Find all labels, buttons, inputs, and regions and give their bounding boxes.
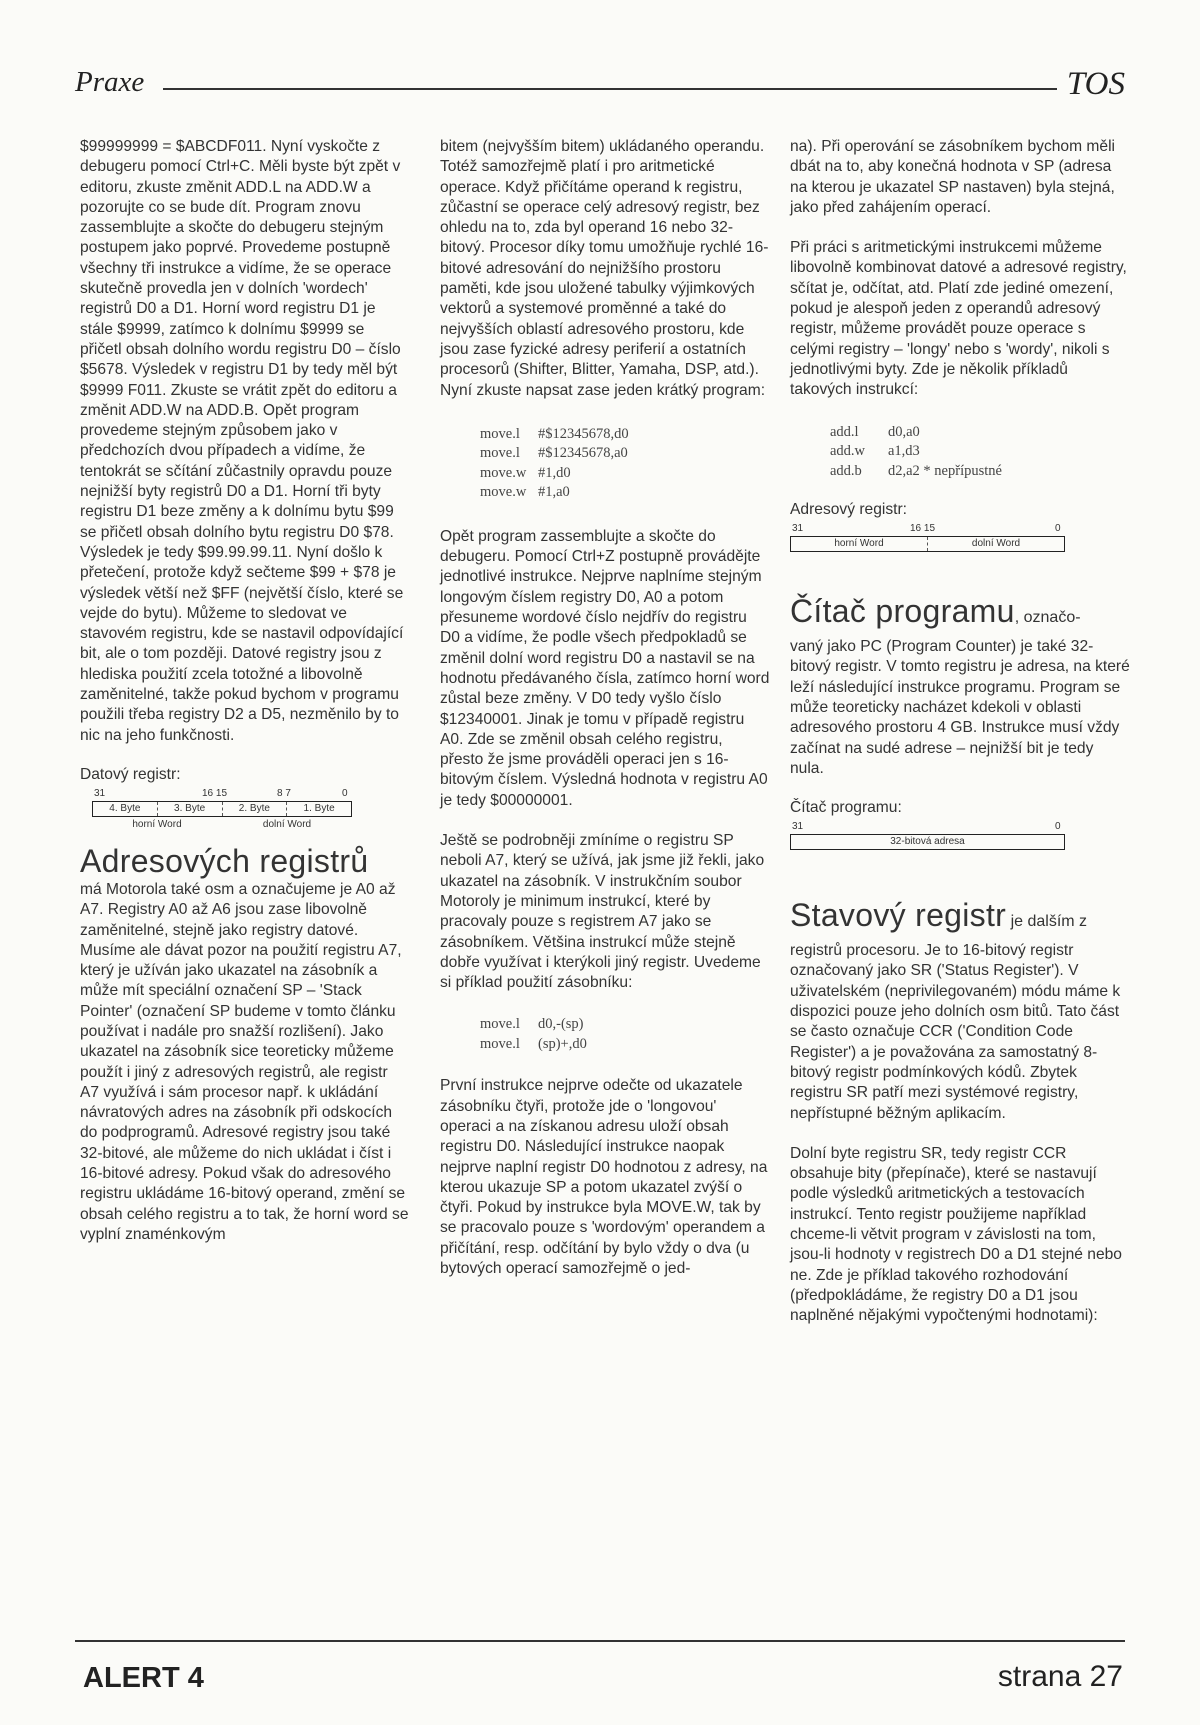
bit-label: 8 7 xyxy=(277,787,291,799)
word-cell: horní Word xyxy=(791,537,928,551)
register-box xyxy=(790,834,1065,850)
code-line xyxy=(830,462,1130,482)
code-mnemonic: move.l xyxy=(480,445,520,462)
figure-title: Adresový registr: xyxy=(790,501,907,519)
code-listing xyxy=(480,425,770,503)
paragraph: registrů procesoru. Je to 16-bitový registr označovaný jako SR ('Status Register'). V uživatelském (neprivilegovaném) módu máme k dispozici pouze jeho dolních osm bitů. Tato část se často označuje CCR ('Condition Code Register') a je považována za samostatný 8-bitový registr podmínkových kódů. Zbytek registru SR patří mezi systémové registry, nepřístupné běžným aplikacím. xyxy=(790,942,1121,1122)
section-heading xyxy=(790,896,1130,941)
paragraph: $99999999 = $ABCDF011. Nyní vyskočte z debugeru pomocí Ctrl+C. Měli byste být zpět v editoru, zkuste změnit ADD.L na ADD.W a pozorujte co se bude dít. Program znovu zassemblujte a skočte do debugeru stejným postupem jako poprvé. Provedeme postupně všechny tři instrukce a vidíme, že se operace skutečně provedla jen v dolních 'wordech' registrů D0 a D1. Horní word registru D1 je stále $9999, zatímco k dolnímu $9999 se přičetl obsah dolního wordu registru D0 – číslo $5678. Výsledek v registru D1 by tedy měl být $9999 F011. Zkuste se vrátit zpět do editoru a změnit ADD.W na ADD.B. Opět program provedeme stejným způsobem jako v předchozích dvou případech a vidíme, že tentokrát se sčítání zůčastnily opravdu pouze nejnižší byty registrů D0 a D1. Horní tři byty registru D1 beze změny a k dolnímu bytu $99 se přičetl obsah dolního bytu registru D0 $78. Výsledek je tedy $99.99.99.11. Nyní došlo k přetečení, protože když sečteme $99 + $78 je výsledek větší než $FF (největší číslo, které se vejde do bytu). Můžeme to sledovat ve stavovém registru, kde se nastavil odpovídající bit, ale o tom později. Datové registry jsou z hlediska použití zcela totožné a libovolně zaměnitelné, takže pokud bychom v programu použili třeba registry D2 a D5, nezměnilo by to nic na jeho funkčnosti. xyxy=(80,138,404,744)
bit-label: 0 xyxy=(1055,821,1061,833)
code-line xyxy=(480,464,770,484)
code-mnemonic: move.w xyxy=(480,464,527,481)
header-rule xyxy=(163,88,1057,90)
code-mnemonic: add.w xyxy=(830,443,866,460)
code-operands: d0,a0 xyxy=(888,423,920,440)
word-label: dolní Word xyxy=(262,818,312,830)
page-header xyxy=(75,66,1125,106)
byte-cell: 3. Byte xyxy=(158,802,223,816)
section-heading xyxy=(790,592,1130,637)
code-line xyxy=(830,442,1130,462)
word-label: horní Word xyxy=(132,818,182,830)
code-line xyxy=(480,1035,770,1055)
column-1 xyxy=(80,137,410,1245)
paragraph: Ještě se podrobněji zmíníme o registru SP neboli A7, který se užívá, jak jsme již řekli, jako ukazatel na zásobník. V instrukčním soubor Motoroly je minimum instrukcí, které by pracovaly pouze s registrem A7 jako se zásobníkem. Většina instrukcí může stejně dobře využívat i kterýkoli jiný registr. Uvedeme si příklad použití zásobníku: xyxy=(440,832,765,992)
program-counter-diagram xyxy=(790,821,1065,850)
code-operands: #$12345678,d0 xyxy=(538,425,629,442)
page-footer xyxy=(75,1640,1125,1694)
topic-title: TOS xyxy=(1066,66,1125,102)
code-operands: a1,d3 xyxy=(888,443,920,460)
heading-text: Stavový registr xyxy=(790,897,1007,934)
data-register-diagram xyxy=(92,788,352,830)
bit-numbers xyxy=(92,788,352,801)
byte-cell: 2. Byte xyxy=(223,802,288,816)
bit-label: 16 15 xyxy=(202,787,228,799)
bit-label: 31 xyxy=(792,821,804,833)
address-cell: 32-bitová adresa xyxy=(890,836,965,848)
section-title: Praxe xyxy=(75,66,145,98)
column-2 xyxy=(440,137,770,1279)
column-3 xyxy=(790,137,1130,1326)
code-mnemonic: move.l xyxy=(480,1035,520,1052)
byte-cell: 4. Byte xyxy=(93,802,158,816)
paragraph: První instrukce nejprve odečte od ukazatele zásobníku čtyři, protože jde o 'longovou' operaci a na získanou adresu uloží obsah registru D0. Následující instrukce naopak nejprve naplní registr D0 hodnotou z adresy, na kterou ukazuje SP a potom ukazatel zvýší o čtyři. Pokud by instrukce byla MOVE.W, tak by se pracovalo pouze s 'wordovým' operandem a přičítání, resp. odčítání by bylo vždy o dva (u bytových operací samozřejmě o jed- xyxy=(440,1077,768,1278)
code-mnemonic: move.w xyxy=(480,484,527,501)
code-mnemonic: add.b xyxy=(830,462,862,479)
code-mnemonic: add.l xyxy=(830,423,859,440)
bit-label: 0 xyxy=(1055,523,1061,535)
bit-label: 31 xyxy=(94,787,106,799)
paragraph: má Motorola také osm a označujeme je A0 až A7. Registry A0 až A6 jsou zase libovolně zaměnitelné, stejně jako registry datové. Musíme ale dávat pozor na použití registru A7, který je užíván jako ukazatel na zásobník a může mít speciální označení SP – 'Stack Pointer' (označení SP budeme v tomto článku používat i nadále pro snažší rozlišení). Jako ukazatel na zásobník sice teoreticky můžeme použít i jiný z adresových registrů, ale registr A7 využívá i sám procesor např. k ukládání návratových adres na zásobník při odskocích do podprogramů. Adresové registry jsou také 32-bitové, ale můžeme do nich ukládat i číst i 16-bitové adresy. Pokud však do adresového registru ukládáme 16-bitový operand, změní se obsah celého registru a to tak, že horní word se vyplní znaménkovým xyxy=(80,880,409,1243)
code-listing xyxy=(480,1015,770,1054)
code-line xyxy=(480,483,770,503)
code-operands: (sp)+,d0 xyxy=(538,1035,587,1052)
code-operands: d0,-(sp) xyxy=(538,1016,584,1033)
heading-suffix: je dalším z xyxy=(1006,913,1088,931)
heading-text: Čítač programu xyxy=(790,593,1015,630)
footer-rule xyxy=(75,1640,1125,1642)
code-operands: #$12345678,a0 xyxy=(538,445,628,462)
bit-numbers xyxy=(790,821,1065,834)
code-line xyxy=(480,425,770,445)
bit-numbers xyxy=(790,523,1065,536)
paragraph: vaný jako PC (Program Counter) je také 32-bitový registr. V tomto registru je adresa, na které leží následující instrukce programu. Program se může teoreticky nacházet kdekoli v oblasti adresového prostoru 4 GB. Instrukce musí vždy začínat na sudé adrese – nejnižší bit je tedy nula. xyxy=(790,638,1130,777)
code-operands: #1,a0 xyxy=(538,484,570,501)
register-box xyxy=(790,536,1065,552)
byte-cell: 1. Byte xyxy=(303,802,335,814)
paragraph: Při práci s aritmetickými instrukcemi můžeme libovolně kombinovat datové a adresové registry, sčítat je, odčítat, atd. Platí zde jediné omezení, pokud je alespoň jeden z operandů adresový registr, můžeme provádět pouze operace s celými registry – 'longy' nebo s 'wordy', nikoli s jednotlivými byty. Zde je několik příkladů takových instrukcí: xyxy=(790,239,1127,399)
figure-title: Čítač programu: xyxy=(790,799,902,817)
code-listing xyxy=(830,423,1130,482)
figure-title: Datový registr: xyxy=(80,765,181,783)
paragraph: Dolní byte registru SR, tedy registr CCR obsahuje bity (přepínače), které se nastavují podle výsledků aritmetických a testovacích instrukcí. Tento registr použijeme například chceme-li větvit program v závislosti na tom, jsou-li hodnoty v registrech D0 a D1 stejné nebo ne. Zde je příklad takového rozhodování (předpokládáme, že registry D0 a D1 jsou naplněné nějakými vypočtenými hodnotami): xyxy=(790,1144,1122,1325)
code-operands: #1,d0 xyxy=(538,464,571,481)
code-mnemonic: move.l xyxy=(480,1016,520,1033)
bit-label: 31 xyxy=(792,523,804,535)
magazine-name: ALERT 4 xyxy=(83,1662,204,1694)
section-heading: Adresových registrů xyxy=(80,842,369,879)
word-labels xyxy=(92,819,352,830)
page-number: strana 27 xyxy=(997,1660,1123,1693)
word-cell: dolní Word xyxy=(971,538,1021,550)
code-line xyxy=(480,1015,770,1035)
code-operands: d2,a2 * nepřípustné xyxy=(888,462,1002,479)
register-box xyxy=(92,801,352,817)
heading-suffix: , označo- xyxy=(1014,609,1081,627)
bit-label: 0 xyxy=(342,787,348,799)
paragraph: Opět program zassemblujte a skočte do debugeru. Pomocí Ctrl+Z postupně provádějte jednotlivé instrukce. Nejprve naplníme stejným longovým číslem registry D0, A0 a potom přesuneme wordové číslo nejdřív do registru D0 a vidíme, že podle všech předpokladů se změnil dolní word registru D0 a nastavil se na hodnotu předávaného čísla, zatímco horní word zůstal beze změny. V D0 tedy vyšlo číslo $12340001. Jinak je tomu v případě registru A0. Zde se změnil obsah celého registru, přesto že jsme prováděli operaci jen s 16-bitovým číslem. Výsledná hodnota v registru A0 je tedy $00000001. xyxy=(440,527,770,809)
code-line xyxy=(480,444,770,464)
paragraph: na). Při operování se zásobníkem bychom měli dbát na to, aby konečná hodnota v SP (adresa na kterou je ukazatel SP nastaven) byla stejná, jako před zahájením operací. xyxy=(790,138,1116,216)
address-register-diagram xyxy=(790,523,1065,552)
code-mnemonic: move.l xyxy=(480,425,520,442)
paragraph: bitem (nejvyšším bitem) ukládaného operandu. Totéž samozřejmě platí i pro aritmetické operace. Když přičítáme operand k registru, zůčastní se operace celý adresový registr, bez ohledu na to, zda byl operand 16 nebo 32-bitový. Procesor díky tomu umožňuje rychlé 16-bitové adresování do nejnižšího prostoru paměti, kde jsou uložené tabulky výjimkových vektorů a systemové proměnné a také do nejvyšších oblastí adresového prostoru, kde jsou zase fyzické adresy periferií a ostatních procesorů (Shifter, Blitter, Yamaha, DSP, atd.). Nyní zkuste napsat zase jeden krátký program: xyxy=(440,138,769,399)
bit-label: 16 15 xyxy=(910,523,936,535)
code-line xyxy=(830,423,1130,443)
